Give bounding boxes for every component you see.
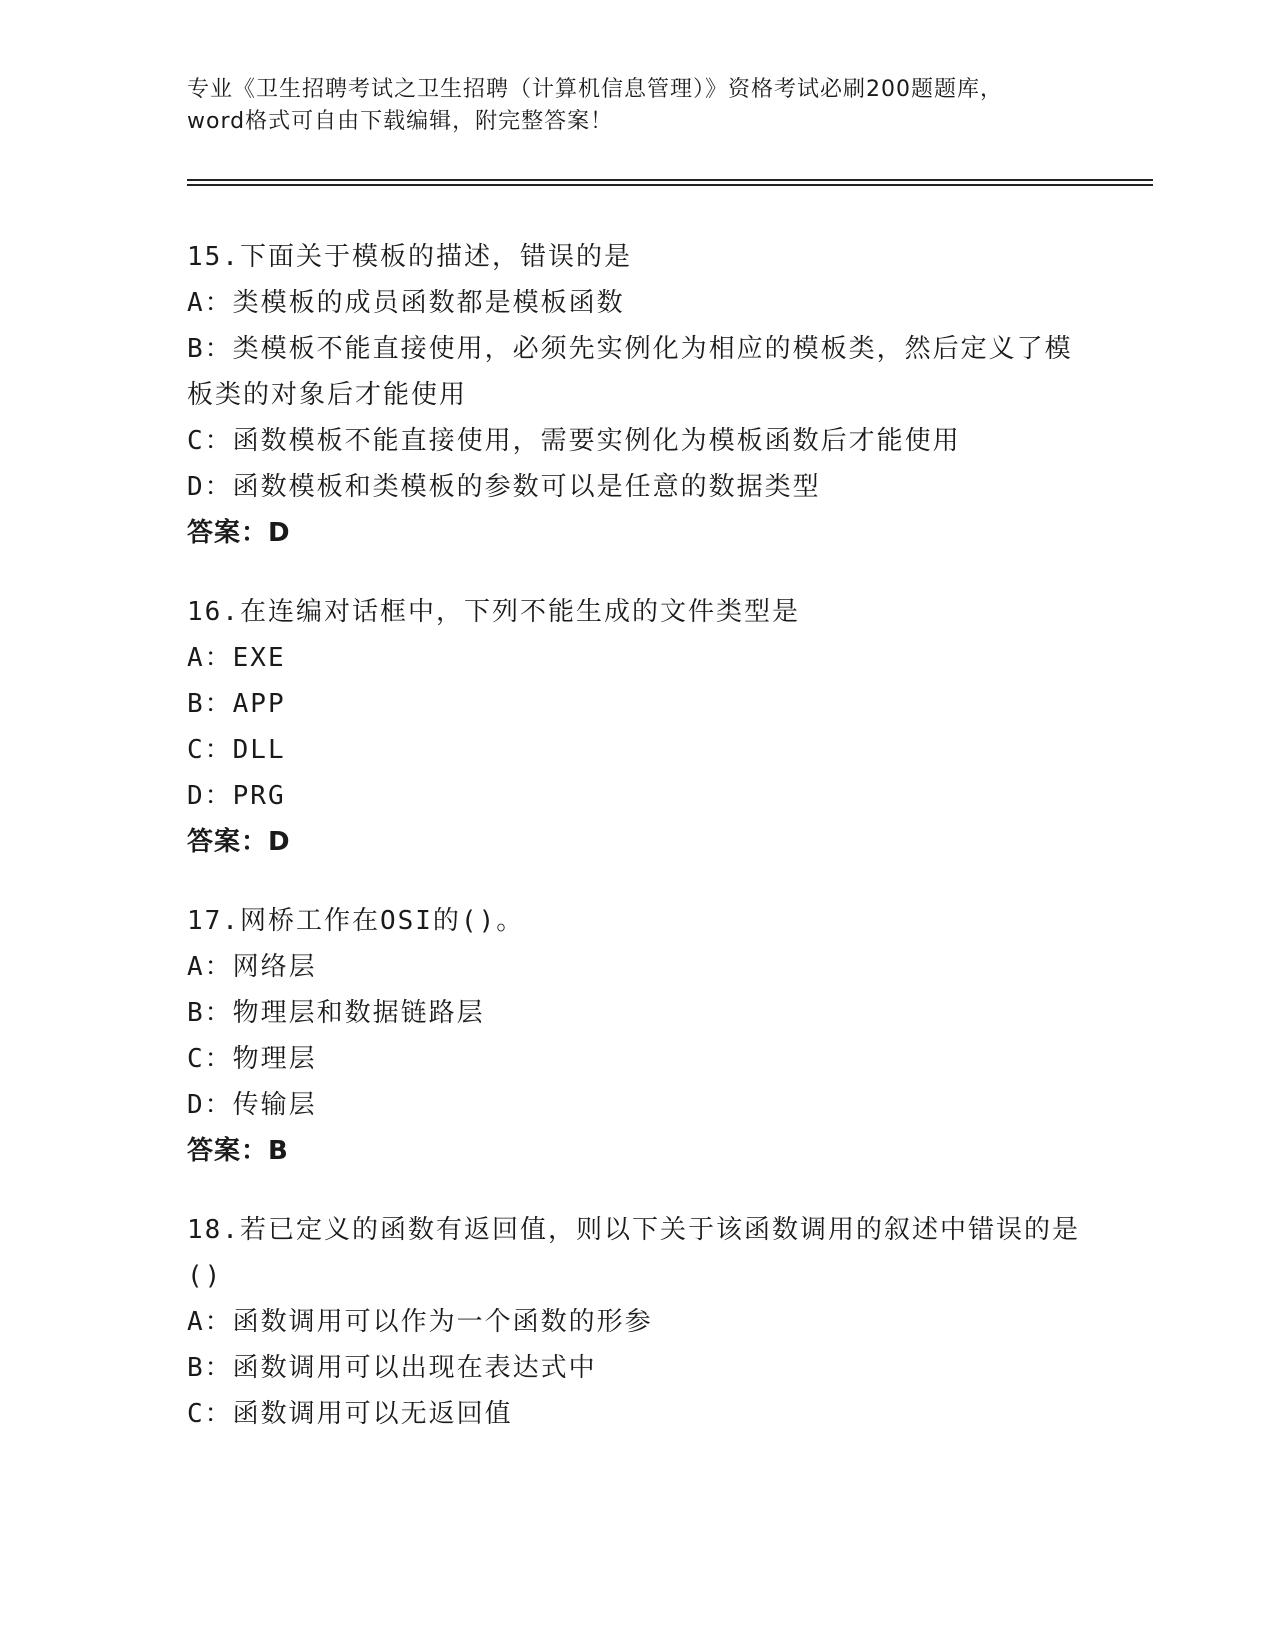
question-stem: 18.若已定义的函数有返回值，则以下关于该函数调用的叙述中错误的是()	[187, 1215, 1080, 1291]
answer-label: 答案：D	[187, 518, 291, 548]
option-a: A：EXE	[187, 643, 286, 673]
option-c: C：物理层	[187, 1044, 317, 1074]
answer-label: 答案：B	[187, 1136, 289, 1166]
option-b: B：物理层和数据链路层	[187, 998, 485, 1028]
option-a: A：网络层	[187, 952, 317, 982]
header-divider-top	[187, 179, 1153, 181]
header-line-1: 专业《卫生招聘考试之卫生招聘（计算机信息管理）》资格考试必刷200题题库，	[187, 77, 1003, 102]
question-stem: 16.在连编对话框中，下列不能生成的文件类型是	[187, 597, 800, 627]
option-d: D：传输层	[187, 1090, 317, 1120]
question-16	[187, 589, 1087, 865]
question-15	[187, 234, 1087, 556]
option-b: B：函数调用可以出现在表达式中	[187, 1353, 597, 1383]
option-d: D：函数模板和类模板的参数可以是任意的数据类型	[187, 472, 821, 502]
document-header	[187, 74, 1087, 138]
header-divider-bottom	[187, 184, 1153, 186]
option-b: B：类模板不能直接使用，必须先实例化为相应的模板类，然后定义了模板类的对象后才能使用	[187, 334, 1073, 410]
question-18	[187, 1207, 1087, 1437]
option-c: C：函数调用可以无返回值	[187, 1399, 513, 1429]
question-stem: 15.下面关于模板的描述，错误的是	[187, 242, 632, 272]
header-line-2: word格式可自由下载编辑，附完整答案！	[187, 109, 614, 134]
question-17	[187, 898, 1087, 1174]
question-stem: 17.网桥工作在OSI的()。	[187, 906, 525, 936]
option-b: B：APP	[187, 689, 286, 719]
question-list	[187, 234, 1087, 1470]
option-c: C：DLL	[187, 735, 286, 765]
answer-label: 答案：D	[187, 827, 291, 857]
option-c: C：函数模板不能直接使用，需要实例化为模板函数后才能使用	[187, 426, 961, 456]
option-a: A：类模板的成员函数都是模板函数	[187, 288, 625, 318]
option-d: D：PRG	[187, 781, 286, 811]
option-a: A：函数调用可以作为一个函数的形参	[187, 1307, 653, 1337]
